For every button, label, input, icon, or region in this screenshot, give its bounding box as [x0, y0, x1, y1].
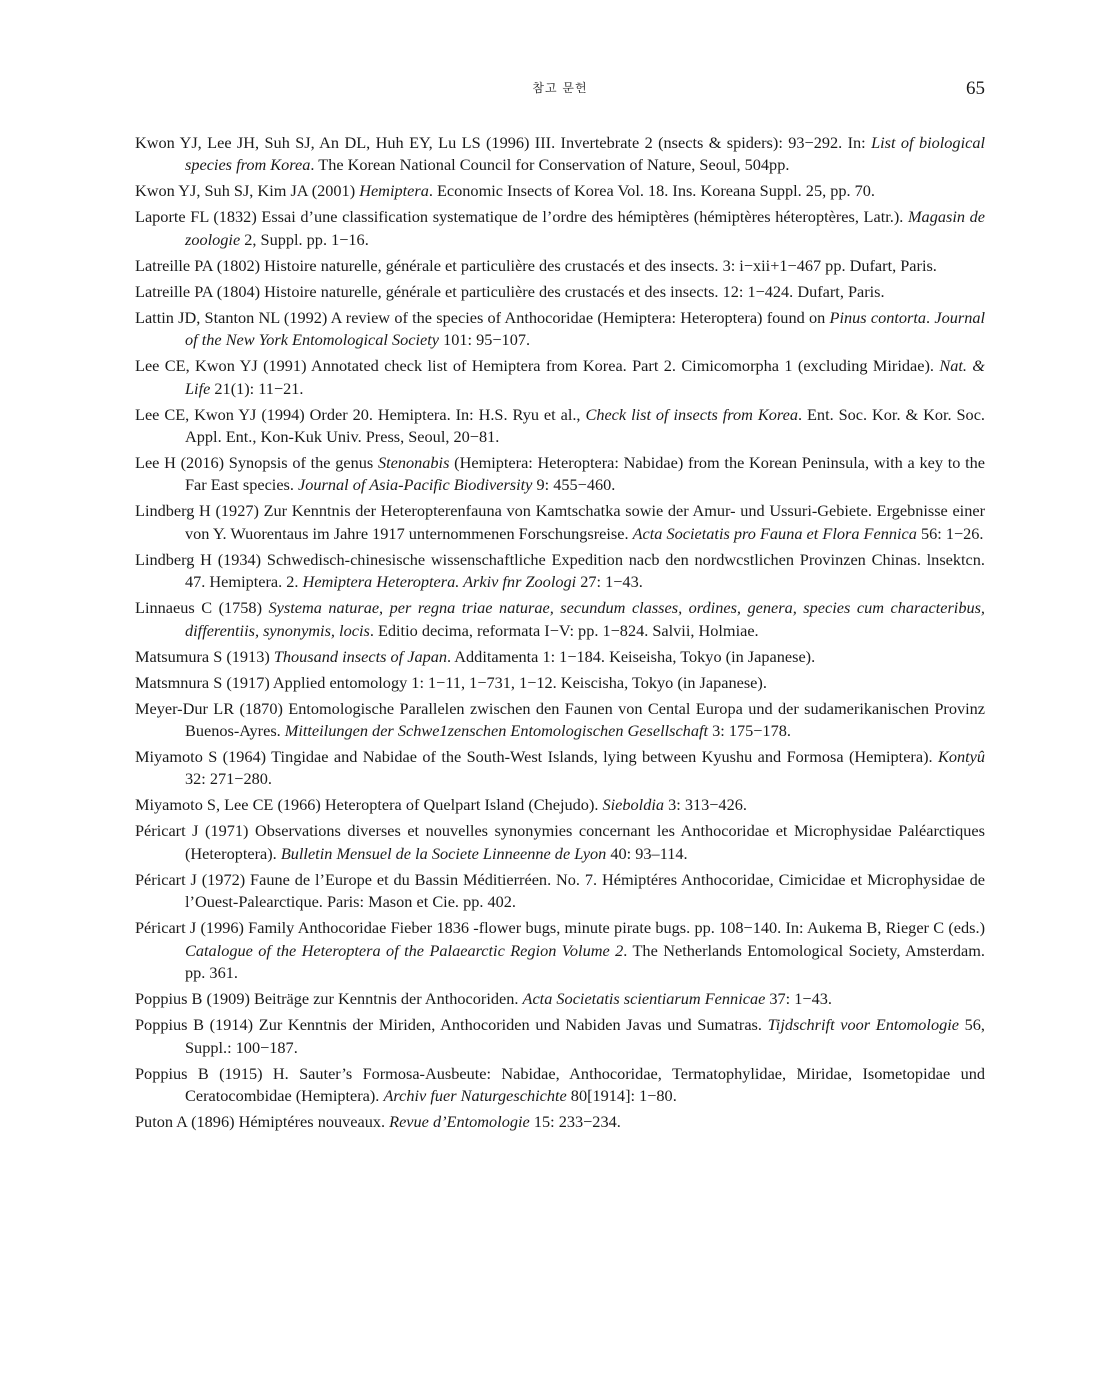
reference-entry	[135, 1111, 985, 1133]
reference-text: Lee CE, Kwon YJ (1994) Order 20. Hemiptera. In: H.S. Ryu et al.,	[135, 404, 586, 424]
reference-text: Lee CE, Kwon YJ (1991) Annotated check list of Hemiptera from Korea. Part 2. Cimicomorpha 1 (excluding Miridae).	[135, 356, 940, 376]
reference-text: 101: 95−107.	[439, 330, 531, 350]
reference-text: Poppius B (1909) Beiträge zur Kenntnis der Anthocoriden.	[135, 989, 523, 1009]
reference-italic-text: Acta Societatis scientiarum Fennicae	[522, 989, 766, 1009]
reference-text: Miyamoto S (1964) Tingidae and Nabidae of the South-West Islands, lying between Kyushu and Formosa (Hemiptera).	[135, 747, 938, 767]
reference-text: Latreille PA (1804) Histoire naturelle, générale et particulière des crustacés et des insects. 12: 1−424. Dufart, Paris.	[135, 281, 885, 301]
reference-text: Péricart J (1996) Family Anthocoridae Fieber 1836 -flower bugs, minute pirate bugs. pp. 108−140. In: Aukema B, Rieger C (eds.)	[135, 918, 985, 938]
reference-entry	[135, 746, 985, 791]
reference-text: Poppius B (1915) H. Sauter’s Formosa-Ausbeute: Nabidae, Anthocoridae, Termatophylidae, Miridae, Isometopidae und Ceratocombidae (Hemiptera).	[135, 1063, 985, 1105]
reference-entry	[135, 355, 985, 400]
reference-text: Laporte FL (1832) Essai d’une classification systematique de l’ordre des hémiptères (hémiptères héteroptères, Latr.).	[135, 207, 908, 227]
reference-text: Miyamoto S, Lee CE (1966) Heteroptera of Quelpart Island (Chejudo).	[135, 795, 603, 815]
reference-italic-text: List of biological species from Korea	[185, 133, 985, 175]
reference-text: Latreille PA (1802) Histoire naturelle, générale et particulière des crustacés et des insects. 3: i−xii+1−467 pp. Dufart, Paris.	[135, 255, 937, 275]
reference-entry	[135, 698, 985, 743]
reference-italic-text: Nat. & Life	[185, 356, 985, 398]
reference-entry	[135, 206, 985, 251]
reference-italic-text: Kontyû	[937, 747, 985, 767]
reference-entry	[135, 307, 985, 352]
reference-text: 2, Suppl. pp. 1−16.	[240, 229, 369, 249]
reference-italic-text: Sieboldia	[602, 795, 665, 815]
reference-text: 37: 1−43.	[765, 989, 832, 1009]
reference-text: Puton A (1896) Hémiptéres nouveaux.	[135, 1111, 390, 1131]
reference-entry	[135, 597, 985, 642]
reference-italic-text: Stenonabis	[377, 453, 450, 473]
reference-text: 9: 455−460.	[532, 475, 616, 495]
reference-entry	[135, 452, 985, 497]
reference-entry	[135, 132, 985, 177]
reference-entry	[135, 672, 985, 694]
reference-entry	[135, 1063, 985, 1108]
reference-text: Péricart J (1971) Observations diverses et nouvelles synonymies concernant les Anthocoridae et Microphysidae Paléarctiques (Heteroptera).	[135, 821, 985, 863]
reference-text: . Ent. Soc. Kor. & Kor. Soc. Appl. Ent., Kon-Kuk Univ. Press, Seoul, 20−81.	[185, 404, 985, 447]
reference-entry	[135, 988, 985, 1010]
reference-italic-text: Tijdschrift voor Entomologie	[767, 1015, 959, 1035]
reference-text: .	[926, 307, 935, 327]
reference-italic-text: Revue d’Entomologie	[389, 1111, 530, 1131]
reference-text: 3: 313−426.	[664, 795, 747, 815]
reference-text: 80[1914]: 1−80.	[566, 1085, 677, 1105]
reference-entry	[135, 549, 985, 594]
reference-entry	[135, 794, 985, 816]
reference-text: Meyer-Dur LR (1870) Entomologische Parallelen zwischen den Faunen von Cental Europa und der sudamerikanischen Provinz Buenos-Ayres.	[135, 698, 985, 741]
reference-entry	[135, 255, 985, 277]
reference-italic-text: Catalogue of the Heteroptera of the Palaearctic Region Volume 2	[185, 940, 624, 960]
reference-text: (Hemiptera: Heteroptera: Nabidae) from the Korean Peninsula, with a key to the Far East species.	[185, 453, 985, 495]
reference-entry	[135, 646, 985, 668]
reference-italic-text: Magasin de zoologie	[185, 207, 986, 249]
reference-italic-text: Mitteilungen der Schwe1zenschen Entomologischen Gesellschaft	[284, 721, 709, 741]
reference-italic-text: Acta Societatis pro Fauna et Flora Fennica	[632, 523, 917, 543]
reference-text: Kwon YJ, Lee JH, Suh SJ, An DL, Huh EY, Lu LS (1996) III. Invertebrate 2 (nsects & spiders): 93−292. In:	[135, 133, 872, 152]
reference-text: Lee H (2016) Synopsis of the genus	[135, 453, 378, 473]
reference-italic-text: Journal of the New York Entomological Society	[185, 307, 986, 350]
reference-italic-text: Check list of insects from Korea	[585, 404, 798, 424]
reference-text: Poppius B (1914) Zur Kenntnis der Miriden, Anthocoriden und Nabiden Javas und Sumatras.	[135, 1015, 768, 1035]
reference-text: . The Korean National Council for Conservation of Nature, Seoul, 504pp.	[310, 155, 790, 175]
reference-entry	[135, 500, 985, 545]
reference-text: 32: 271−280.	[185, 769, 272, 789]
reference-text: Kwon YJ, Suh SJ, Kim JA (2001)	[135, 181, 360, 201]
reference-italic-text: Archiv fuer Naturgeschichte	[383, 1085, 567, 1105]
reference-text: Matsumura S (1913)	[135, 646, 274, 666]
page-number: 65	[966, 78, 985, 99]
reference-italic-text: Systema naturae, per regna triae naturae, secundum classes, ordines, genera, species cum characteribus, differentiis, synonymis, locis	[185, 598, 986, 640]
reference-italic-text: Hemiptera Heteroptera. Arkiv fnr Zoologi	[302, 572, 577, 592]
reference-text: . Economic Insects of Korea Vol. 18. Ins. Koreana Suppl. 25, pp. 70.	[428, 181, 875, 201]
reference-text: Lindberg H (1927) Zur Kenntnis der Heteropterenfauna von Kamtschatka sowie der Amur- und Ussuri-Gebiete. Ergebnisse einer von Y. Wuorentaus im Jahre 1917 unternommenen Forschungsreise.	[135, 501, 985, 543]
reference-text: 40: 93–114.	[606, 843, 688, 863]
reference-text: 56: 1−26.	[916, 523, 984, 543]
reference-italic-text: Hemiptera	[359, 181, 429, 201]
page-header	[135, 72, 985, 106]
reference-italic-text: Thousand insects of Japan	[273, 646, 448, 666]
reference-text: . Additamenta 1: 1−184. Keiseisha, Tokyo (in Japanese).	[447, 646, 816, 666]
reference-text: . Editio decima, reformata I−V: pp. 1−824. Salvii, Holmiae.	[369, 620, 759, 640]
reference-entry	[135, 869, 985, 914]
reference-text: . The Netherlands Entomological Society, Amsterdam. pp. 361.	[185, 940, 985, 983]
reference-italic-text: Pinus contorta	[829, 307, 927, 327]
reference-italic-text: Journal of Asia-Pacific Biodiversity	[298, 475, 533, 495]
reference-entry	[135, 281, 985, 303]
reference-text: 21(1): 11−21.	[210, 378, 304, 398]
reference-text: Linnaeus C (1758)	[135, 598, 269, 618]
reference-text: 3: 175−178.	[708, 721, 791, 741]
reference-text: Lindberg H (1934) Schwedisch-chinesische wissenschaftliche Expedition nacb den nordwcstlichen Provinzen Chinas. lnsektcn. 47. Hemiptera. 2.	[135, 549, 985, 592]
running-header-title: 참고 문헌	[532, 81, 588, 95]
reference-text: Péricart J (1972) Faune de l’Europe et du Bassin Méditierréen. No. 7. Hémiptéres Anthocoridae, Cimicidae et Microphysidae de l’Ouest-Palearctique. Paris: Mason et Cie. pp. 402.	[135, 869, 985, 912]
reference-text: Matsmnura S (1917) Applied entomology 1: 1−11, 1−731, 1−12. Keiscisha, Tokyo (in Japanese).	[135, 672, 767, 692]
reference-list	[135, 132, 985, 1137]
reference-text: 27: 1−43.	[576, 572, 643, 592]
reference-text: 15: 233−234.	[529, 1111, 621, 1131]
reference-entry	[135, 917, 985, 984]
reference-italic-text: Bulletin Mensuel de la Societe Linneenne de Lyon	[280, 843, 607, 863]
reference-entry	[135, 1014, 985, 1059]
reference-text: Lattin JD, Stanton NL (1992) A review of the species of Anthocoridae (Hemiptera: Heteroptera) found on	[135, 307, 830, 327]
reference-entry	[135, 404, 985, 449]
reference-entry	[135, 180, 985, 202]
reference-entry	[135, 820, 985, 865]
reference-text: 56, Suppl.: 100−187.	[185, 1015, 986, 1057]
